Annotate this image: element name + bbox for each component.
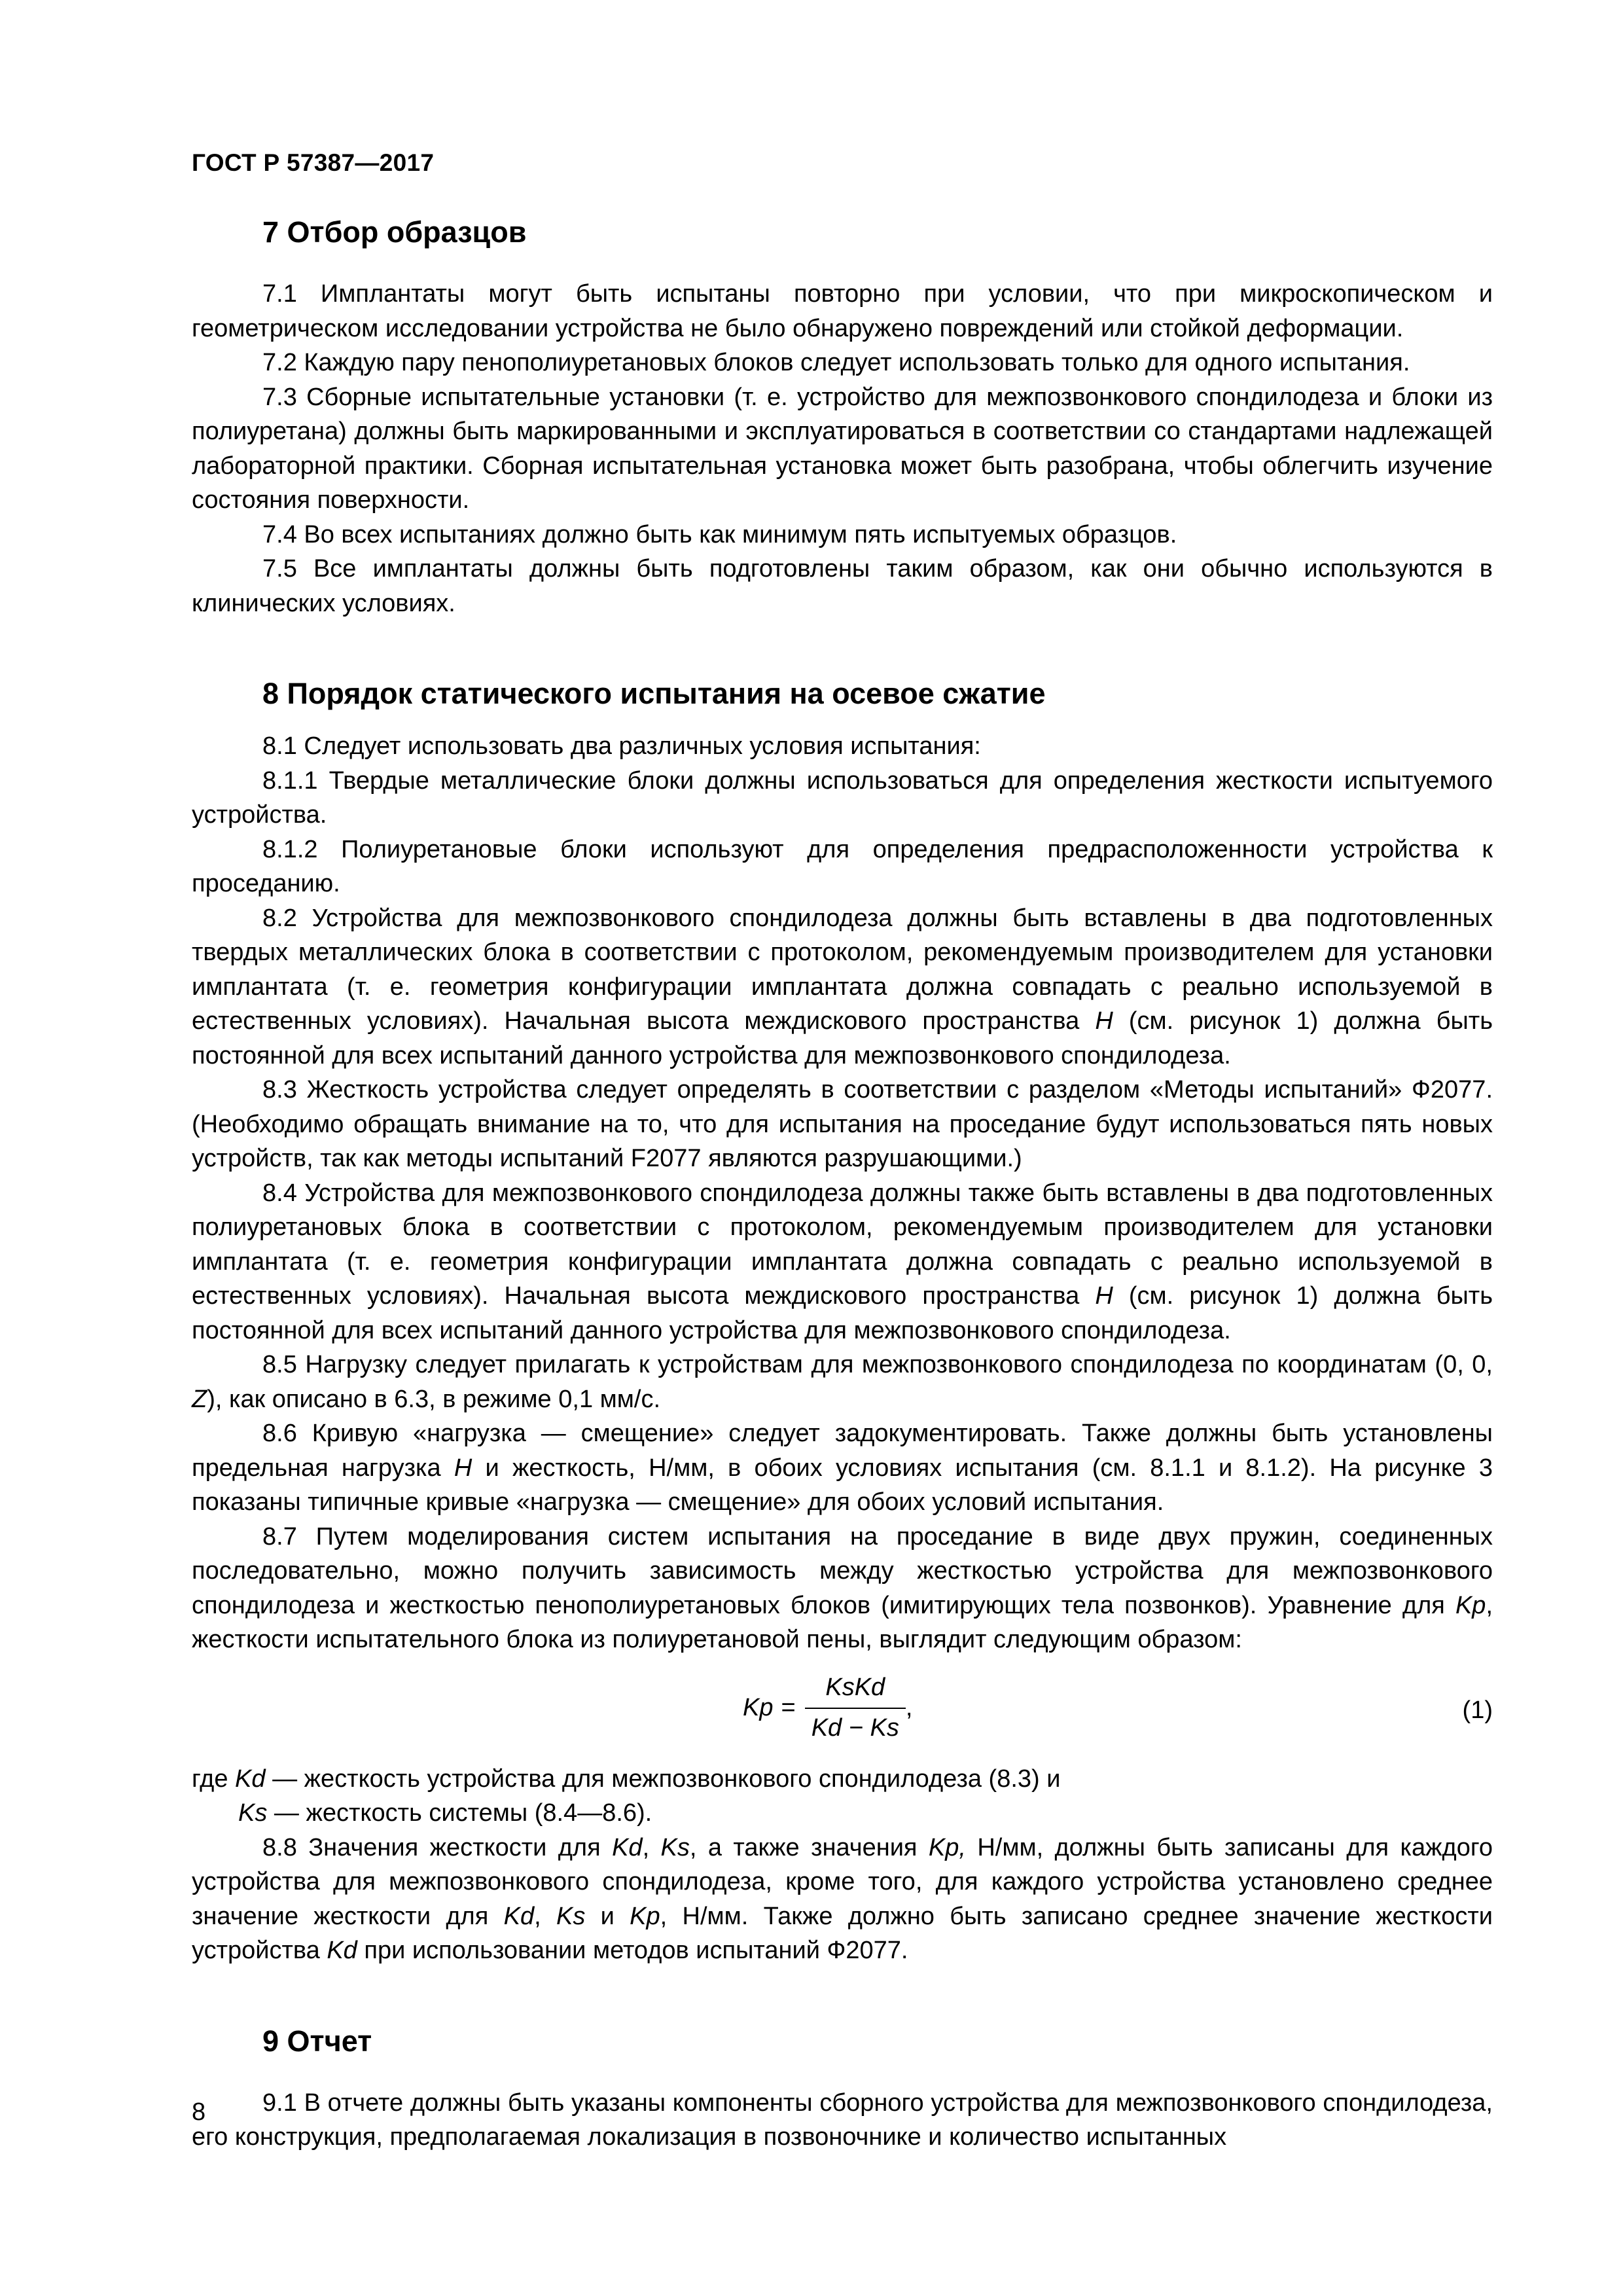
page-content (192, 213, 1493, 2155)
variable-kp: Kp (630, 1902, 660, 1930)
paragraph-8-8 (192, 1831, 1493, 1968)
variable-kd: Kd (235, 1765, 266, 1793)
variable-ks: Ks (556, 1902, 586, 1930)
text-segment: , (534, 1902, 556, 1930)
text-segment: где (192, 1765, 236, 1793)
variable-h: H (1095, 1282, 1113, 1310)
paragraph-8-7 (192, 1520, 1493, 1657)
text-segment: 8.7 Путем моделирования систем испытания на проседание в виде двух пружин, соединенных последовательно, можно получить зависимость между жесткостью устройства для межпозвонкового спондилодеза и жесткостью пенополиуретановых блоков (имитирующих тела позвонков). Уравнение для (192, 1522, 1493, 1619)
variable-ks: Ks (660, 1833, 690, 1861)
paragraph-8-4 (192, 1176, 1493, 1348)
formula-fraction (805, 1670, 906, 1746)
variable-h: H (1095, 1007, 1113, 1035)
text-segment: , Н/мм. Также должно быть записано среднее значение жесткости устройства (192, 1902, 1493, 1964)
paragraph-8-3: 8.3 Жесткость устройства следует определять в соответствии с разделом «Методы испытаний» Ф2077. (Необходимо обращать внимание на то, что для испытания на проседание будут использоваться пять новых устройств, так как методы испытаний F2077 являются разрушающими.) (192, 1076, 1493, 1172)
text-segment: — жесткость устройства для межпозвонкового спондилодеза (8.3) и (265, 1765, 1061, 1793)
formula-lhs: Kp (743, 1693, 774, 1721)
paragraph-7-4: 7.4 Во всех испытаниях должно быть как минимум пять испытуемых образцов. (262, 520, 1177, 548)
text-segment: при использовании методов испытаний Ф2077. (357, 1937, 908, 1964)
formula-number: (1) (1462, 1696, 1493, 1724)
variable-z: Z (192, 1385, 207, 1413)
paragraph-8-2 (192, 901, 1493, 1073)
formula-numerator: KsKd (825, 1673, 885, 1701)
where-line-ks (192, 1796, 1493, 1831)
paragraph-8-1-1: 8.1.1 Твердые металлические блоки должны использоваться для определения жесткости испытуемого устройства. (192, 766, 1493, 829)
variable-kp: Kp (1455, 1591, 1486, 1619)
variable-kd: Kd (327, 1937, 357, 1964)
text-segment: 8.5 Нагрузку следует прилагать к устройствам для межпозвонкового спондилодеза по координатам (0, 0, (262, 1351, 1493, 1378)
variable-h: H (454, 1454, 473, 1482)
paragraph-7-3: 7.3 Сборные испытательные установки (т. е. устройство для межпозвонкового спондилодеза и блоки из полиуретана) должны быть маркированными и эксплуатироваться в соответствии со стандартами надлежащей лабораторной практики. Сборная испытательная установка может быть разобрана, чтобы облегчить изучение состояния поверхности. (192, 383, 1493, 514)
formula-1 (192, 1664, 1493, 1759)
page-number: 8 (192, 2098, 206, 2126)
formula-equals: = (781, 1693, 796, 1721)
text-segment: ), как описано в 6.3, в режиме 0,1 мм/с. (207, 1385, 660, 1413)
text-segment: , а также значения (689, 1833, 929, 1861)
variable-kd: Kd (503, 1902, 535, 1930)
variable-ks: Ks (238, 1799, 268, 1827)
paragraph-8-5 (192, 1348, 1493, 1416)
text-segment: и жесткость, Н/мм, в обоих условиях испытания (см. 8.1.1 и 8.1.2). На рисунке 3 показаны типичные кривые «нагрузка — смещение» для обоих условий испытания. (192, 1454, 1493, 1516)
text-segment: 8.2 Устройства для межпозвонкового спондилодеза должны быть вставлены в два подготовленных твердых металлических блока в соответствии с протоколом, рекомендуемым производителем для установки имплантата (т. е. геометрия конфигурации имплантата должна совпадать с реально используемой в естественных условиях). Начальная высота междискового пространства (192, 904, 1493, 1035)
formula-denominator: Kd − Ks (805, 1708, 906, 1746)
section-9-title: 9 Отчет (262, 2024, 372, 2058)
text-segment: , (642, 1833, 661, 1861)
text-segment: (см. рисунок 1) должна быть постоянной для всех испытаний данного устройства для межпозвонкового спондилодеза. (192, 1282, 1493, 1344)
variable-kp: Kp, (928, 1833, 966, 1861)
variable-kd: Kd (612, 1833, 643, 1861)
text-segment: (см. рисунок 1) должна быть постоянной для всех испытаний данного устройства для межпозвонкового спондилодеза. (192, 1007, 1493, 1069)
formula-expression (743, 1670, 912, 1746)
where-line-kd (192, 1762, 1493, 1797)
section-7-title: 7 Отбор образцов (262, 215, 527, 249)
paragraph-8-1-2: 8.1.2 Полиуретановые блоки используют для определения предрасположенности устройства к проседанию. (192, 835, 1493, 897)
text-segment: — жесткость системы (8.4—8.6). (267, 1799, 652, 1827)
text-segment: 8.8 Значения жесткости для (262, 1833, 613, 1861)
text-segment: , жесткости испытательного блока из полиуретановой пены, выглядит следующим образом: (192, 1591, 1493, 1653)
section-8-title: 8 Порядок статического испытания на осевое сжатие (262, 677, 1046, 710)
text-segment: 8.4 Устройства для межпозвонкового спондилодеза должны также быть вставлены в два подготовленных полиуретановых блока в соответствии с протоколом, рекомендуемым производителем для установки имплантата (т. е. геометрия конфигурации имплантата должна совпадать с реально используемой в естественных условиях). Начальная высота междискового пространства (192, 1179, 1493, 1310)
paragraph-8-6 (192, 1416, 1493, 1520)
formula-comma: , (905, 1693, 913, 1721)
text-segment: Н/мм, должны быть записаны для каждого устройства для межпозвонкового спондилодеза, кроме того, для каждого устройства установлено среднее значение жесткости для (192, 1833, 1493, 1930)
paragraph-8-1: 8.1 Следует использовать два различных условия испытания: (262, 732, 981, 760)
paragraph-7-5: 7.5 Все имплантаты должны быть подготовлены таким образом, как они обычно используются в клинических условиях. (192, 555, 1493, 617)
text-segment: и (585, 1902, 630, 1930)
paragraph-7-1: 7.1 Имплантаты могут быть испытаны повторно при условии, что при микроскопическом и геометрическом исследовании устройства не было обнаружено повреждений или стойкой деформации. (192, 280, 1493, 342)
text-segment: 8.6 Кривую «нагрузка — смещение» следует задокументировать. Также должны быть установлены предельная нагрузка (192, 1420, 1493, 1482)
document-code: ГОСТ Р 57387—2017 (192, 149, 435, 176)
paragraph-9-1: 9.1 В отчете должны быть указаны компоненты сборного устройства для межпозвонкового спондилодеза, его конструкция, предполагаемая локализация в позвоночнике и количество испытанных (192, 2089, 1493, 2151)
paragraph-7-2: 7.2 Каждую пару пенополиуретановых блоков следует использовать только для одного испытания. (262, 349, 1410, 376)
